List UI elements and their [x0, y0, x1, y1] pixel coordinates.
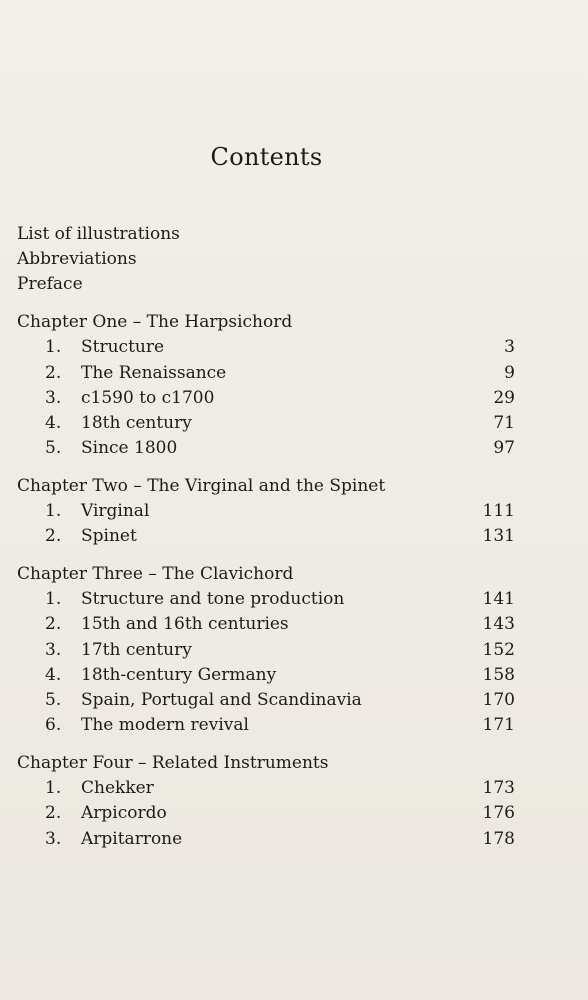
chapter-section [17, 474, 515, 550]
chapter-section [17, 562, 515, 738]
entry-label: Arpitarrone [81, 828, 183, 849]
toc-entry [17, 801, 515, 826]
toc-entry [17, 411, 515, 436]
entry-page: 178 [482, 828, 515, 849]
entry-label: The modern revival [81, 715, 249, 736]
entry-page: 173 [482, 778, 515, 799]
front-matter-item: Abbreviations [17, 249, 137, 270]
entry-label: Since 1800 [81, 438, 178, 459]
entry-number: 2. [45, 526, 62, 547]
chapter-title: Chapter Two – The Virginal and the Spinet [17, 475, 386, 496]
entry-page: 111 [482, 501, 515, 522]
front-matter [17, 222, 515, 298]
chapter-title: Chapter Three – The Clavichord [17, 564, 294, 585]
entry-number: 5. [45, 689, 62, 710]
entry-number: 6. [45, 715, 62, 736]
entry-number: 1. [45, 501, 62, 522]
entry-label: Structure and tone production [81, 589, 345, 610]
entry-page: 176 [482, 803, 515, 824]
chapter-section [17, 751, 515, 852]
entry-page: 9 [504, 362, 515, 383]
entry-number: 2. [45, 803, 62, 824]
entry-number: 1. [45, 589, 62, 610]
toc-entry [17, 587, 515, 612]
toc-entry [17, 361, 515, 386]
entry-label: Virginal [81, 501, 150, 522]
entry-label: Structure [81, 337, 165, 358]
entry-number: 3. [45, 387, 62, 408]
chapter-title: Chapter One – The Harpsichord [17, 312, 293, 333]
toc-entry [17, 688, 515, 713]
entry-label: Spinet [81, 526, 137, 547]
entry-page: 158 [482, 664, 515, 685]
toc-entry [17, 612, 515, 637]
entry-page: 152 [482, 639, 515, 660]
chapter-title: Chapter Four – Related Instruments [17, 752, 329, 773]
entry-number: 4. [45, 664, 62, 685]
toc-entry [17, 638, 515, 663]
table-of-contents [17, 222, 515, 852]
entry-number: 3. [45, 828, 62, 849]
entry-number: 4. [45, 412, 62, 433]
entry-page: 141 [482, 589, 515, 610]
toc-entry [17, 386, 515, 411]
entry-label: 15th and 16th centuries [81, 614, 289, 635]
entry-number: 3. [45, 639, 62, 660]
entry-label: The Renaissance [81, 362, 227, 383]
entry-page: 143 [482, 614, 515, 635]
front-matter-item: Preface [17, 274, 83, 295]
entry-page: 171 [482, 715, 515, 736]
toc-entry [17, 335, 515, 360]
entry-label: Spain, Portugal and Scandinavia [81, 689, 362, 710]
entry-number: 2. [45, 362, 62, 383]
entry-page: 29 [493, 387, 515, 408]
entry-number: 1. [45, 778, 62, 799]
toc-entry [17, 663, 515, 688]
toc-entry [17, 827, 515, 852]
entry-label: Arpicordo [81, 803, 167, 824]
front-matter-item: List of illustrations [17, 224, 180, 244]
entry-page: 97 [493, 438, 515, 459]
page-title: Contents [210, 143, 323, 171]
chapter-section [17, 310, 515, 461]
toc-entry [17, 499, 515, 524]
toc-entry [17, 436, 515, 461]
entry-page: 170 [482, 689, 515, 710]
entry-label: 18th century [81, 412, 192, 433]
entry-page: 71 [493, 412, 515, 433]
entry-label: 17th century [81, 639, 192, 660]
entry-number: 5. [45, 438, 62, 459]
entry-number: 1. [45, 337, 62, 358]
entry-label: Chekker [81, 778, 154, 799]
entry-page: 131 [482, 526, 515, 547]
entry-number: 2. [45, 614, 62, 635]
toc-entry [17, 713, 515, 738]
toc-entry [17, 524, 515, 549]
entry-page: 3 [504, 337, 515, 358]
toc-entry [17, 776, 515, 801]
entry-label: 18th-century Germany [81, 664, 277, 685]
entry-label: c1590 to c1700 [81, 387, 215, 408]
